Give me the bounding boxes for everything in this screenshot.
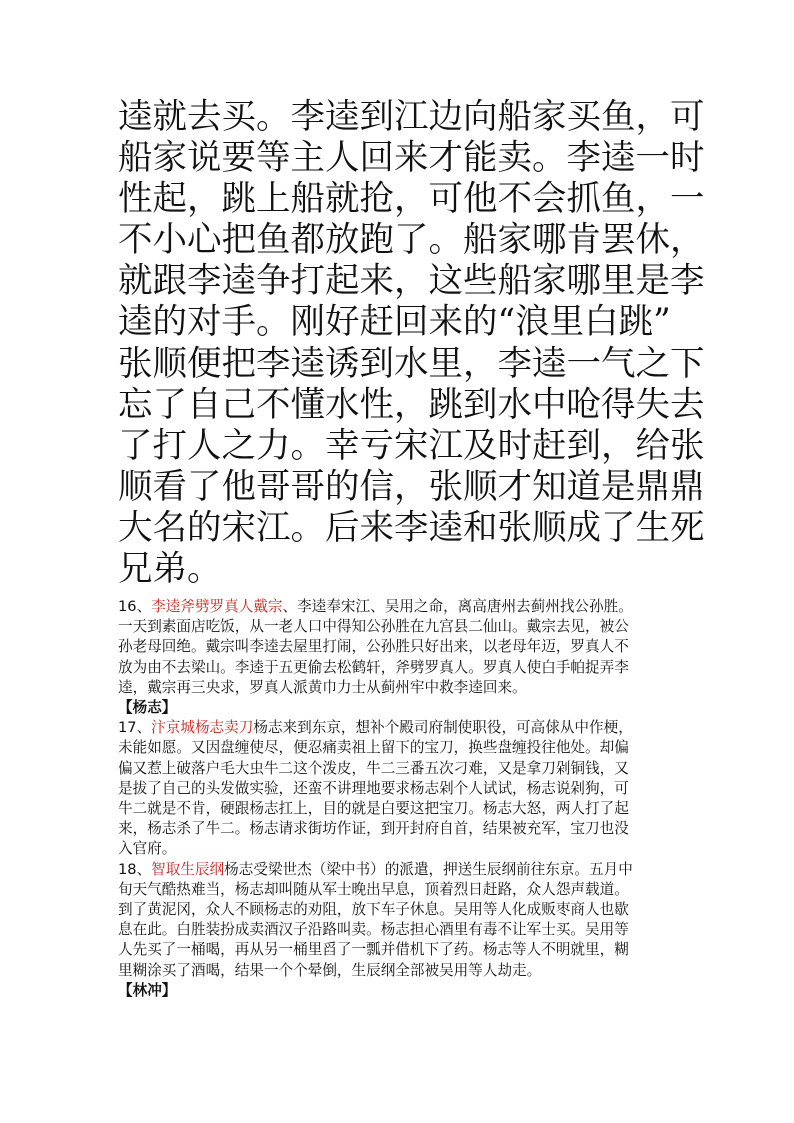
section-title: 智取生辰纲	[151, 860, 225, 878]
summary-line: 逵，戴宗再三央求，罗真人派黄巾力士从蓟州牢中救李逵回来。	[118, 678, 527, 696]
summary-line: 未能如愿。又因盘缠使尽，便忍痛卖祖上留下的宝刀，换些盘缠投往他处。却偏	[118, 739, 629, 757]
summary-line: 是拔了自己的头发做实验，还蛮不讲理地要求杨志剁个人试试，杨志说剁狗，可	[118, 779, 629, 797]
summary-line: 旬天气酷热难当，杨志却叫随从军士晚出早息，顶着烈日赶路，众人怨声载道。	[118, 880, 629, 898]
summary-line: 偏又惹上破落户毛大虫牛二这个泼皮，牛二三番五次刁难，又是拿刀剁铜钱，又	[118, 759, 629, 777]
heading-yangzhi: 【杨志】	[118, 699, 177, 717]
story-line: 逵的对手。刚好赶回来的“浪里白跳”	[118, 302, 671, 343]
section-title: 汴京城杨志卖刀	[151, 719, 254, 737]
summary-text: 杨志来到东京，想补个殿司府制使职役，可高俅从中作梗，	[253, 719, 633, 737]
story-line: 逵就去买。李逵到江边向船家买鱼，可	[118, 97, 705, 137]
summary-line: 来，杨志杀了牛二。杨志请求街坊作证，到开封府自首，结果被充军，宝刀也没	[118, 820, 629, 838]
story-paragraph	[118, 97, 705, 590]
story-line: 了打人之力。幸亏宋江及时赶到，给张	[118, 425, 705, 466]
summary-line	[118, 860, 684, 880]
story-line: 船家说要等主人回来才能卖。李逵一时	[118, 138, 705, 179]
summary-line	[118, 718, 684, 738]
summary-line: 到了黄泥冈，众人不顾杨志的劝阻，放下车子休息。吴用等人化成贩枣商人也歇	[118, 901, 629, 919]
summary-section-16	[118, 597, 684, 1001]
summary-line: 入官府。	[118, 840, 177, 858]
section-number: 17、	[118, 719, 152, 737]
summary-text: 、李逵奉宋江、吴用之命，离高唐州去蓟州找公孙胜。	[282, 598, 633, 615]
section-number: 16、	[118, 598, 152, 615]
story-line: 张顺便把李逵诱到水里，李逵一气之下	[118, 343, 705, 384]
summary-line: 息在此。白胜装扮成卖酒汉子沿路叫卖。杨志担心酒里有毒不让军士买。吴用等	[118, 921, 629, 939]
story-line: 忘了自己不懂水性，跳到水中呛得失去	[118, 384, 705, 425]
summary-text: 杨志受梁世杰（梁中书）的派遣，押送生辰纲前往东京。五月中	[224, 860, 633, 878]
story-line: 大名的宋江。后来李逵和张顺成了生死	[118, 507, 705, 548]
heading-linchong: 【林冲】	[118, 981, 177, 999]
story-line: 性起，跳上船就抢，可他不会抓鱼，一	[118, 179, 705, 220]
summary-line	[118, 597, 684, 617]
summary-line: 放为由不去梁山。李逵于五更偷去松鹤轩，斧劈罗真人。罗真人使白手帕捉弄李	[118, 658, 629, 676]
section-number: 18、	[118, 860, 152, 878]
summary-line: 里糊涂买了酒喝，结果一个个晕倒，生辰纲全部被吴用等人劫走。	[118, 961, 542, 979]
story-line: 不小心把鱼都放跑了。船家哪肯罢休，	[118, 220, 705, 261]
story-line: 就跟李逵争打起来，这些船家哪里是李	[118, 261, 705, 302]
story-line: 顺看了他哥哥的信，张顺才知道是鼎鼎	[118, 466, 705, 507]
summary-line: 一天到素面店吃饭，从一老人口中得知公孙胜在九宫县二仙山。戴宗去见，被公	[118, 618, 629, 636]
section-title: 李逵斧劈罗真人戴宗	[151, 598, 283, 615]
summary-line: 人先买了一桶喝，再从另一桶里舀了一瓢并借机下了药。杨志等人不明就里，糊	[118, 941, 629, 959]
summary-line: 牛二就是不肯，硬跟杨志扛上，目的就是白要这把宝刀。杨志大怒，两人打了起	[118, 800, 629, 818]
summary-line: 孙老母回绝。戴宗叫李逵去屋里打闹，公孙胜只好出来，以老母年迈，罗真人不	[118, 638, 629, 656]
story-line: 兄弟。	[118, 549, 222, 590]
